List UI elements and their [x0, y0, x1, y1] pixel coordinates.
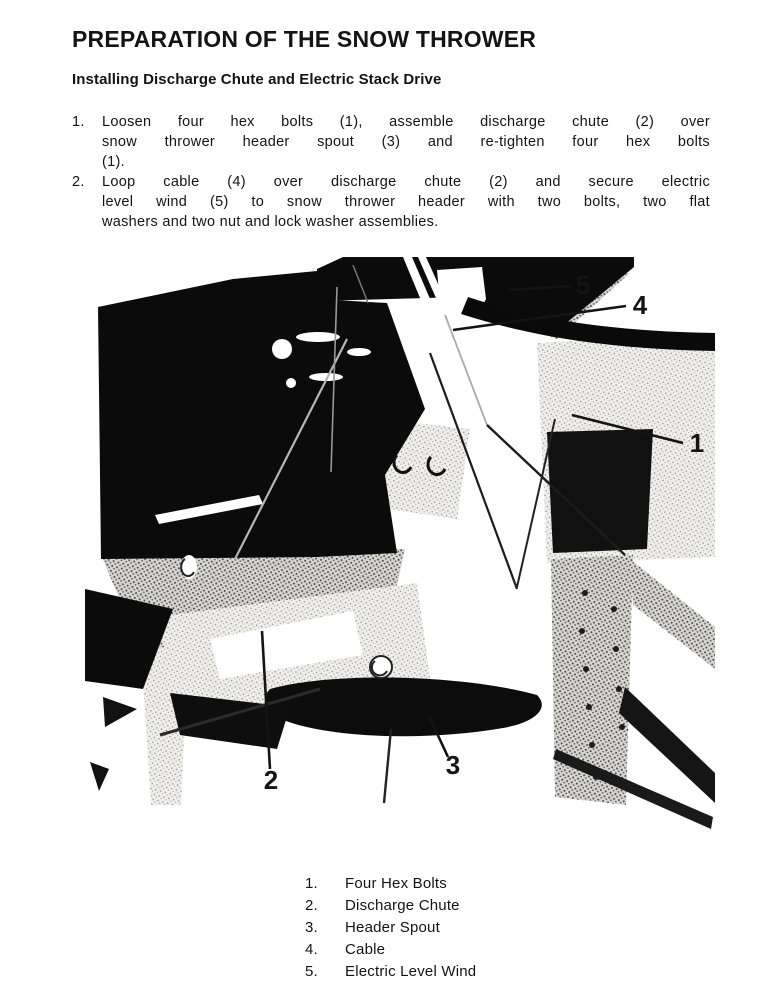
- callout-number: 5: [575, 270, 591, 301]
- callout-number: 1: [689, 428, 705, 459]
- callout-number: 4: [632, 290, 648, 321]
- legend-number: 1.: [305, 875, 318, 893]
- instruction-number: 1.: [72, 114, 85, 131]
- legend-number: 4.: [305, 941, 318, 959]
- legend-item: [305, 895, 772, 917]
- legend-number: 2.: [305, 897, 318, 915]
- instruction-line: (1).: [102, 154, 125, 171]
- instruction-list: [72, 112, 710, 232]
- page-title: PREPARATION OF THE SNOW THROWER: [72, 26, 537, 52]
- section-subtitle: Installing Discharge Chute and Electric Stack Drive: [72, 71, 442, 89]
- legend-number: 3.: [305, 919, 318, 937]
- instruction-text: [102, 172, 710, 232]
- instruction-item-1: [72, 112, 710, 172]
- figure-photo: [85, 257, 715, 857]
- instruction-line: level wind (5) to snow thrower header with two bolts, two flat: [102, 194, 710, 211]
- snow-thrower-photo: [85, 257, 715, 857]
- instruction-text: [102, 112, 710, 172]
- legend-label: Cable: [345, 941, 386, 959]
- instruction-number: 2.: [72, 174, 85, 191]
- legend-item: [305, 873, 772, 895]
- legend-item: [305, 939, 772, 961]
- legend-label: Header Spout: [345, 919, 440, 937]
- callout-number: 2: [263, 765, 279, 796]
- instruction-item-2: [72, 172, 710, 232]
- figure-legend: [305, 873, 772, 983]
- instruction-line: snow thrower header spout (3) and re-tighten four hex bolts: [102, 134, 710, 151]
- photo-artwork: [85, 257, 715, 829]
- instruction-line: washers and two nut and lock washer assemblies.: [102, 214, 439, 231]
- instruction-line: Loop cable (4) over discharge chute (2) and secure electric: [102, 174, 710, 191]
- callout-number: 3: [445, 750, 461, 781]
- instruction-line: Loosen four hex bolts (1), assemble discharge chute (2) over: [102, 114, 710, 131]
- legend-label: Electric Level Wind: [345, 963, 477, 981]
- legend-item: [305, 917, 772, 939]
- legend-label: Four Hex Bolts: [345, 875, 447, 893]
- legend-label: Discharge Chute: [345, 897, 460, 915]
- legend-item: [305, 961, 772, 983]
- legend-number: 5.: [305, 963, 318, 981]
